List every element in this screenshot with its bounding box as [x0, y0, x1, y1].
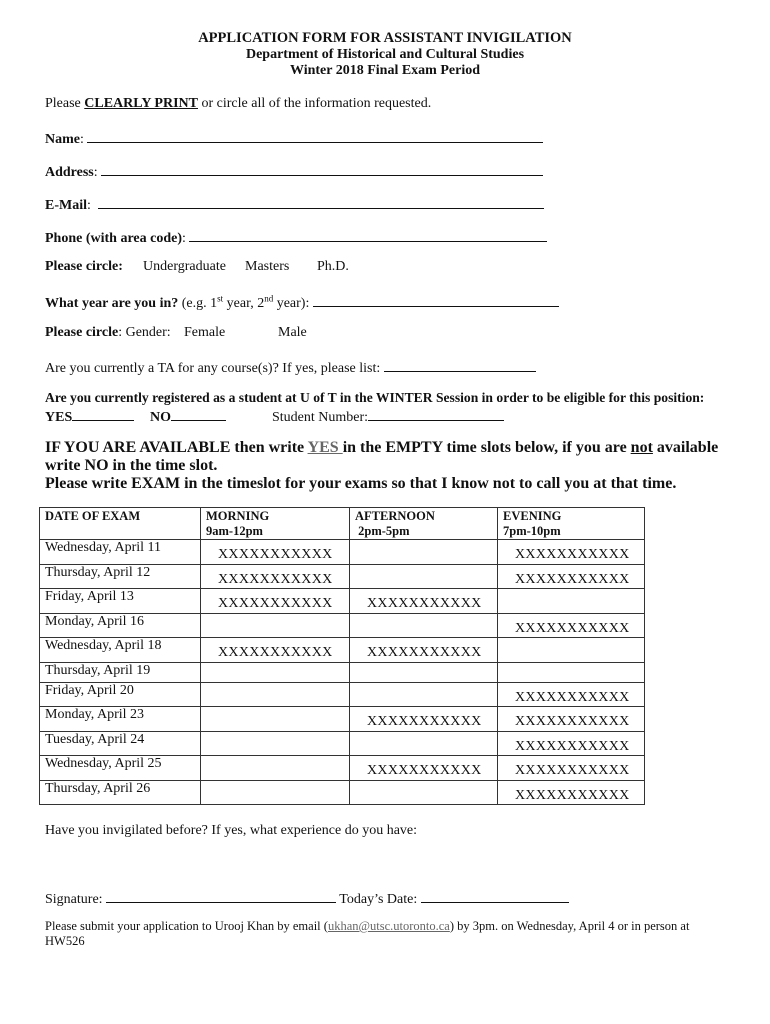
- footer-text-a: Please submit your application to Urooj Khan by email (: [45, 919, 328, 933]
- evening-slot[interactable]: [498, 682, 645, 707]
- address-label: Address: [45, 165, 94, 180]
- intro-emphasis: CLEARLY PRINT: [84, 96, 198, 111]
- date-cell: Wednesday, April 11: [40, 540, 201, 565]
- table-row: [40, 682, 645, 707]
- slot-value: XXXXXXXXXXX: [218, 571, 333, 587]
- instr-1c: available: [652, 439, 719, 456]
- slot-value: XXXXXXXXXXX: [367, 763, 482, 778]
- slot-value: [206, 781, 349, 788]
- slot-value: XXXXXXXXXXX: [515, 738, 630, 754]
- date-label: Today’s Date:: [336, 892, 421, 907]
- slot-value: XXXXXXXXXXX: [515, 763, 630, 778]
- slot-value: [355, 565, 497, 572]
- year-field[interactable]: [313, 292, 559, 307]
- date-field[interactable]: [421, 888, 569, 903]
- registered-no-label: NO: [150, 410, 171, 425]
- evening-slot[interactable]: [498, 613, 645, 638]
- address-row: [45, 161, 543, 181]
- table-row: [40, 564, 645, 589]
- table-row: [40, 707, 645, 732]
- slot-value: [206, 756, 349, 763]
- address-colon: :: [93, 165, 98, 180]
- registered-no-field[interactable]: [171, 406, 226, 421]
- signature-field[interactable]: [106, 888, 336, 903]
- signature-row: [45, 888, 569, 908]
- name-field[interactable]: [87, 128, 543, 143]
- morning-slot[interactable]: [201, 613, 350, 638]
- header-evening-time: 7pm-10pm: [503, 524, 561, 538]
- slot-value: [206, 614, 349, 621]
- date-cell: Tuesday, April 24: [40, 731, 201, 756]
- intro-prefix: Please: [45, 96, 85, 111]
- table-row: [40, 638, 645, 663]
- morning-slot[interactable]: [201, 564, 350, 589]
- year-row: [45, 292, 559, 312]
- afternoon-slot[interactable]: [350, 682, 498, 707]
- header-evening: [498, 508, 645, 540]
- afternoon-slot[interactable]: [350, 589, 498, 614]
- slot-value: [355, 663, 497, 670]
- evening-slot[interactable]: [498, 731, 645, 756]
- slot-value: [206, 683, 349, 690]
- registered-yes-field[interactable]: [72, 406, 134, 421]
- year-label: What year are you in?: [45, 296, 179, 311]
- slot-value: [355, 683, 497, 690]
- morning-slot[interactable]: [201, 756, 350, 781]
- header-morning: [201, 508, 350, 540]
- slot-value: [206, 663, 349, 670]
- student-number-row: [272, 406, 504, 426]
- address-field[interactable]: [101, 161, 543, 176]
- slot-value: [355, 614, 497, 621]
- morning-slot[interactable]: [201, 638, 350, 663]
- header-evening-label: EVENING: [503, 509, 562, 523]
- evening-slot[interactable]: [498, 707, 645, 732]
- slot-value: XXXXXXXXXXX: [515, 714, 630, 729]
- date-cell: Wednesday, April 18: [40, 638, 201, 663]
- instr-yes: YES: [307, 439, 343, 456]
- slot-value: XXXXXXXXXXX: [367, 596, 482, 611]
- afternoon-slot[interactable]: [350, 540, 498, 565]
- instr-1b: in the EMPTY time slots below, if you are: [342, 439, 631, 456]
- student-number-label: Student Number:: [272, 410, 369, 425]
- afternoon-slot[interactable]: [350, 613, 498, 638]
- slot-value: XXXXXXXXXXX: [218, 547, 333, 562]
- slot-value: XXXXXXXXXXX: [515, 547, 630, 562]
- date-cell: Thursday, April 12: [40, 564, 201, 589]
- table-row: [40, 613, 645, 638]
- year-example-a: (e.g. 1: [178, 296, 218, 311]
- evening-slot[interactable]: [498, 756, 645, 781]
- email-colon: :: [87, 198, 91, 213]
- morning-slot[interactable]: [201, 731, 350, 756]
- header-afternoon-time: 2pm-5pm: [358, 524, 410, 538]
- gender-option-female[interactable]: Female: [184, 325, 226, 340]
- registered-yes-label: YES: [45, 410, 73, 425]
- phone-field[interactable]: [189, 227, 547, 242]
- experience-question: Have you invigilated before? If yes, what experience do you have:: [45, 823, 418, 838]
- department-name: Department of Historical and Cultural Studies: [245, 47, 525, 62]
- afternoon-slot[interactable]: [350, 662, 498, 682]
- degree-option-undergraduate[interactable]: Undergraduate: [143, 259, 226, 274]
- afternoon-slot[interactable]: [350, 564, 498, 589]
- slot-value: XXXXXXXXXXX: [515, 689, 630, 705]
- instr-not: not: [630, 439, 653, 456]
- morning-slot[interactable]: [201, 707, 350, 732]
- morning-slot[interactable]: [201, 780, 350, 805]
- slot-value: XXXXXXXXXXX: [367, 714, 482, 729]
- date-cell: Monday, April 16: [40, 613, 201, 638]
- degree-option-phd[interactable]: Ph.D.: [317, 259, 349, 274]
- header-afternoon: [350, 508, 498, 540]
- degree-label: Please circle:: [45, 259, 123, 274]
- intro-suffix: or circle all of the information requested.: [197, 96, 432, 111]
- date-cell: Friday, April 20: [40, 682, 201, 707]
- afternoon-slot[interactable]: [350, 780, 498, 805]
- table-row: [40, 662, 645, 682]
- student-number-field[interactable]: [368, 406, 504, 421]
- morning-slot[interactable]: [201, 589, 350, 614]
- afternoon-slot[interactable]: [350, 638, 498, 663]
- email-field[interactable]: [98, 194, 544, 209]
- slot-value: XXXXXXXXXXX: [218, 645, 333, 660]
- date-cell: Thursday, April 19: [40, 662, 201, 682]
- phone-colon: :: [182, 231, 186, 246]
- contact-email-link[interactable]: ukhan@utsc.utoronto.ca: [327, 919, 450, 933]
- ta-field[interactable]: [384, 357, 536, 372]
- instructions-line-3: Please write EXAM in the timeslot for your exams so that I know not to call you at that time.: [45, 475, 677, 492]
- evening-slot[interactable]: [498, 589, 645, 614]
- degree-option-masters[interactable]: Masters: [245, 259, 290, 274]
- slot-value: [503, 589, 644, 596]
- registered-no-row: [150, 406, 226, 426]
- footer-line-2: HW526: [45, 934, 85, 948]
- slot-value: [355, 540, 497, 547]
- slot-value: [206, 707, 349, 714]
- slot-value: XXXXXXXXXXX: [515, 787, 630, 803]
- gender-row: [45, 325, 171, 341]
- date-cell: Monday, April 23: [40, 707, 201, 732]
- year-sup-1: st: [217, 293, 224, 304]
- gender-text: : Gender:: [118, 325, 171, 340]
- slot-value: [355, 781, 497, 788]
- evening-slot[interactable]: [498, 540, 645, 565]
- signature-label: Signature:: [45, 892, 107, 907]
- instructions-line-1: [45, 439, 718, 457]
- afternoon-slot[interactable]: [350, 731, 498, 756]
- date-cell: Thursday, April 26: [40, 780, 201, 805]
- evening-slot[interactable]: [498, 780, 645, 805]
- table-row: [40, 731, 645, 756]
- slot-value: XXXXXXXXXXX: [218, 596, 333, 611]
- footer-text-b: ) by 3pm. on Wednesday, April 4 or in person at: [449, 919, 690, 933]
- schedule-header-row: [40, 508, 645, 540]
- slot-value: XXXXXXXXXXX: [367, 645, 482, 660]
- header-afternoon-label: AFTERNOON: [355, 509, 435, 523]
- table-row: [40, 589, 645, 614]
- schedule-table: [39, 507, 645, 805]
- slot-value: [206, 732, 349, 739]
- header-date: [40, 508, 201, 540]
- header-morning-label: MORNING: [206, 509, 270, 523]
- morning-slot[interactable]: [201, 682, 350, 707]
- email-label: E-Mail: [45, 198, 87, 213]
- footer-line-1: [45, 919, 689, 934]
- morning-slot[interactable]: [201, 540, 350, 565]
- exam-period: Winter 2018 Final Exam Period: [289, 63, 481, 78]
- year-example-c: year):: [273, 296, 313, 311]
- instructions-line-2: write NO in the time slot.: [45, 457, 218, 474]
- evening-slot[interactable]: [498, 564, 645, 589]
- table-row: [40, 540, 645, 565]
- date-cell: Wednesday, April 25: [40, 756, 201, 781]
- afternoon-slot[interactable]: [350, 756, 498, 781]
- slot-value: XXXXXXXXXXX: [515, 571, 630, 587]
- registered-row: [45, 406, 134, 426]
- date-cell: Friday, April 13: [40, 589, 201, 614]
- registered-question: Are you currently registered as a student at U of T in the WINTER Session in order to be eligible for this position:: [45, 390, 705, 405]
- form-title: APPLICATION FORM FOR ASSISTANT INVIGILATION: [198, 30, 572, 46]
- slot-value: [503, 663, 644, 670]
- name-colon: :: [80, 132, 84, 147]
- name-label: Name: [45, 132, 80, 147]
- ta-row: [45, 357, 536, 377]
- table-row: [40, 756, 645, 781]
- gender-option-male[interactable]: Male: [278, 325, 307, 340]
- instr-1a: IF YOU ARE AVAILABLE then write: [45, 439, 308, 456]
- phone-label: Phone (with area code): [45, 231, 182, 246]
- evening-slot[interactable]: [498, 638, 645, 663]
- gender-label: Please circle: [45, 325, 119, 340]
- intro-text: [45, 96, 431, 112]
- experience-answer-area[interactable]: [45, 842, 685, 882]
- header-morning-time: 9am-12pm: [206, 524, 263, 538]
- name-row: [45, 128, 543, 148]
- afternoon-slot[interactable]: [350, 707, 498, 732]
- degree-row: [45, 259, 123, 275]
- morning-slot[interactable]: [201, 662, 350, 682]
- evening-slot[interactable]: [498, 662, 645, 682]
- header-date-label: DATE OF EXAM: [45, 509, 141, 523]
- email-row: [45, 194, 544, 214]
- year-sup-2: nd: [264, 293, 274, 304]
- ta-question: Are you currently a TA for any course(s)? If yes, please list:: [45, 361, 384, 376]
- phone-row: [45, 227, 547, 247]
- slot-value: XXXXXXXXXXX: [515, 620, 630, 636]
- year-example-b: year, 2: [223, 296, 265, 311]
- table-row: [40, 780, 645, 805]
- slot-value: [503, 638, 644, 645]
- slot-value: [355, 732, 497, 739]
